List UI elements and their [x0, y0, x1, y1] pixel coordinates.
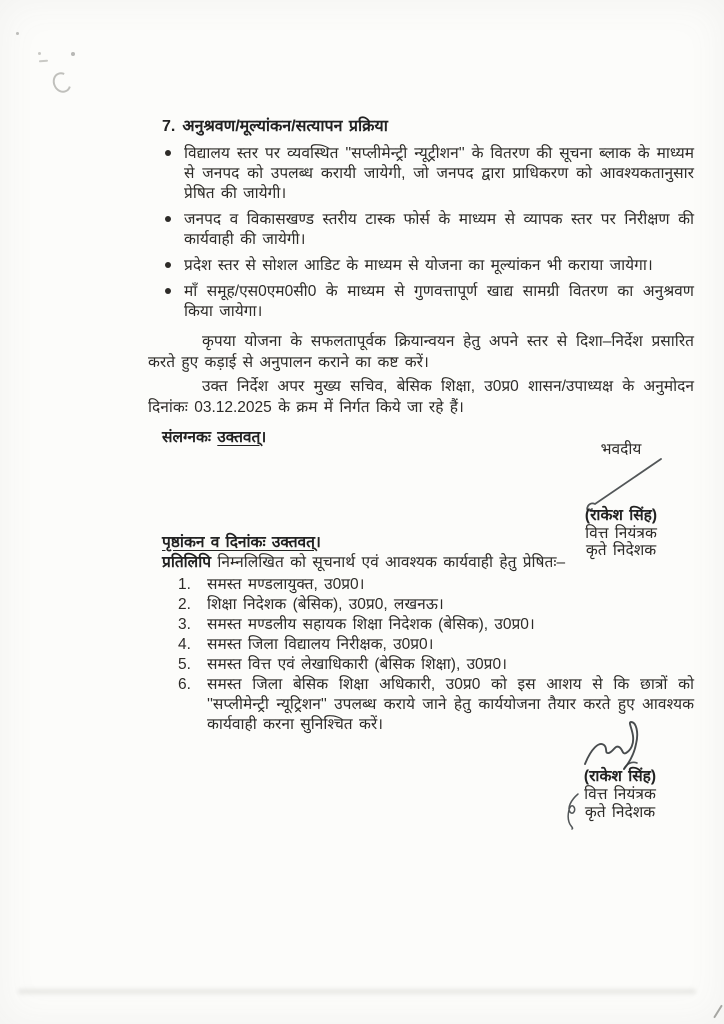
recipient-list — [162, 575, 694, 735]
scan-dash-mark — [39, 60, 48, 63]
scan-curl-mark — [50, 69, 75, 96]
signature-flourish-icon — [564, 792, 584, 830]
bullet-icon — [165, 288, 171, 294]
scan-dot-mark — [16, 32, 19, 35]
bullet-item — [162, 282, 694, 322]
endorsement-section — [148, 532, 694, 735]
signatory-title-1: वित्त नियंत्रक — [585, 524, 657, 542]
enclosure-label: संलग्नकः — [162, 429, 211, 446]
bullet-text: माँ समूह/एस0एम0सी0 के माध्यम से गुणवत्तापूर्ण खाद्य सामग्री वितरण का अनुश्रवण किया जायेगा। — [184, 283, 694, 320]
recipient-number: 5. — [178, 656, 191, 673]
section-7 — [148, 116, 694, 322]
recipient-row — [162, 595, 694, 615]
bullet-text: विद्यालय स्तर पर व्यवस्थित ''सप्लीमेन्ट्री न्यूट्रीशन'' के वितरण की सूचना ब्लाक के माध्यम से जनपद को उपलब्ध करायी जायेगी, जो जनपद द्वारा प्राधिकरण को आवश्यकतानुसार प्रेषित की जायेगी। — [184, 145, 694, 202]
signature-block-bottom — [568, 720, 672, 821]
recipient-number: 1. — [178, 576, 191, 593]
bullet-icon — [165, 262, 171, 268]
closing-paragraph-1: कृपया योजना के सफलतापूर्वक क्रियान्वयन हेतु अपने स्तर से दिशा–निर्देश प्रसारित करते हुए कड़ाई से अनुपालन कराने का कष्ट करें। — [148, 333, 694, 371]
bullet-icon — [165, 150, 171, 156]
recipient-number: 2. — [178, 596, 191, 613]
recipient-row — [162, 635, 694, 655]
signatory-title-2: कृते निदेशक — [584, 803, 656, 821]
signature-scribble-icon — [582, 720, 648, 772]
recipient-row — [162, 615, 694, 635]
recipient-number: 3. — [178, 616, 191, 633]
recipient-text: समस्त जिला बेसिक शिक्षा अधिकारी, उ0प्र0 को इस आशय से कि छात्रों को ''सप्लीमेन्ट्री न्यूट्रिशन'' उपलब्ध कराये जाने हेतु कार्ययोजना तैयार करते हुए आवश्यक कार्यवाही करना सुनिश्चित करें। — [207, 676, 694, 733]
signature-stroke-icon — [583, 455, 667, 513]
section-number: 7. — [162, 118, 176, 135]
bullet-item — [162, 144, 694, 204]
signatory-title-2: कृते निदेशक — [585, 542, 657, 559]
recipient-row — [162, 655, 694, 675]
section-7-heading — [162, 116, 694, 138]
section-7-bullet-list — [162, 144, 694, 322]
enclosure-punct: । — [260, 429, 267, 446]
signatory-name: (राकेश सिंह) — [583, 768, 657, 785]
bullet-text: प्रदेश स्तर से सोशल आडिट के माध्यम से योजना का मूल्यांकन भी कराया जायेगा। — [184, 257, 653, 274]
endorsement-heading-text: पृष्ठांकन व दिनांकः उक्तवत् — [162, 534, 315, 551]
scan-dot-mark — [38, 52, 41, 55]
scan-corner-mark — [713, 1005, 723, 1019]
bullet-item — [162, 210, 694, 250]
recipient-number: 6. — [178, 676, 191, 693]
signatory-name: (राकेश सिंह) — [584, 506, 658, 524]
section-title: अनुश्रवण/मूल्यांकन/सत्यापन प्रक्रिया — [182, 118, 388, 135]
scan-dot-mark — [71, 52, 75, 56]
bullet-icon — [165, 216, 171, 222]
signature-block-top — [573, 441, 669, 560]
recipient-text: समस्त जिला विद्यालय निरीक्षक, उ0प्र0। — [207, 636, 434, 653]
bullet-item — [162, 256, 694, 276]
copy-text: निम्नलिखित को सूचनार्थ एवं आवश्यक कार्यवाही हेतु प्रेषितः– — [217, 554, 566, 571]
scan-smudge — [18, 989, 696, 994]
recipient-text: समस्त वित्त एवं लेखाधिकारी (बेसिक शिक्षा), उ0प्र0। — [207, 656, 507, 673]
recipient-text: समस्त मण्डलायुक्त, उ0प्र0। — [207, 576, 365, 593]
copy-label: प्रतिलिपि — [162, 554, 212, 571]
closing-paragraph-2: उक्त निर्देश अपर मुख्य सचिव, बेसिक शिक्षा, उ0प्र0 शासन/उपाध्यक्ष के अनुमोदन दिनांकः 03.12.2025 के क्रम में निर्गत किये जा रहे हैं। — [148, 378, 694, 416]
letter-body — [148, 116, 694, 821]
salutation: भवदीय — [600, 441, 642, 458]
enclosure-value: उक्तवत् — [217, 429, 261, 446]
recipient-row — [162, 575, 694, 595]
recipient-number: 4. — [178, 636, 191, 653]
recipient-text: समस्त मण्डलीय सहायक शिक्षा निदेशक (बेसिक), उ0प्र0। — [207, 616, 535, 633]
endorsement-heading-punct: । — [314, 534, 321, 551]
bullet-text: जनपद व विकासखण्ड स्तरीय टास्क फोर्स के माध्यम से व्यापक स्तर पर निरीक्षण की कार्यवाही की जायेगी। — [184, 211, 694, 248]
signatory-title-1: वित्त नियंत्रक — [584, 786, 656, 803]
recipient-text: शिक्षा निदेशक (बेसिक), उ0प्र0, लखनऊ। — [207, 596, 444, 613]
